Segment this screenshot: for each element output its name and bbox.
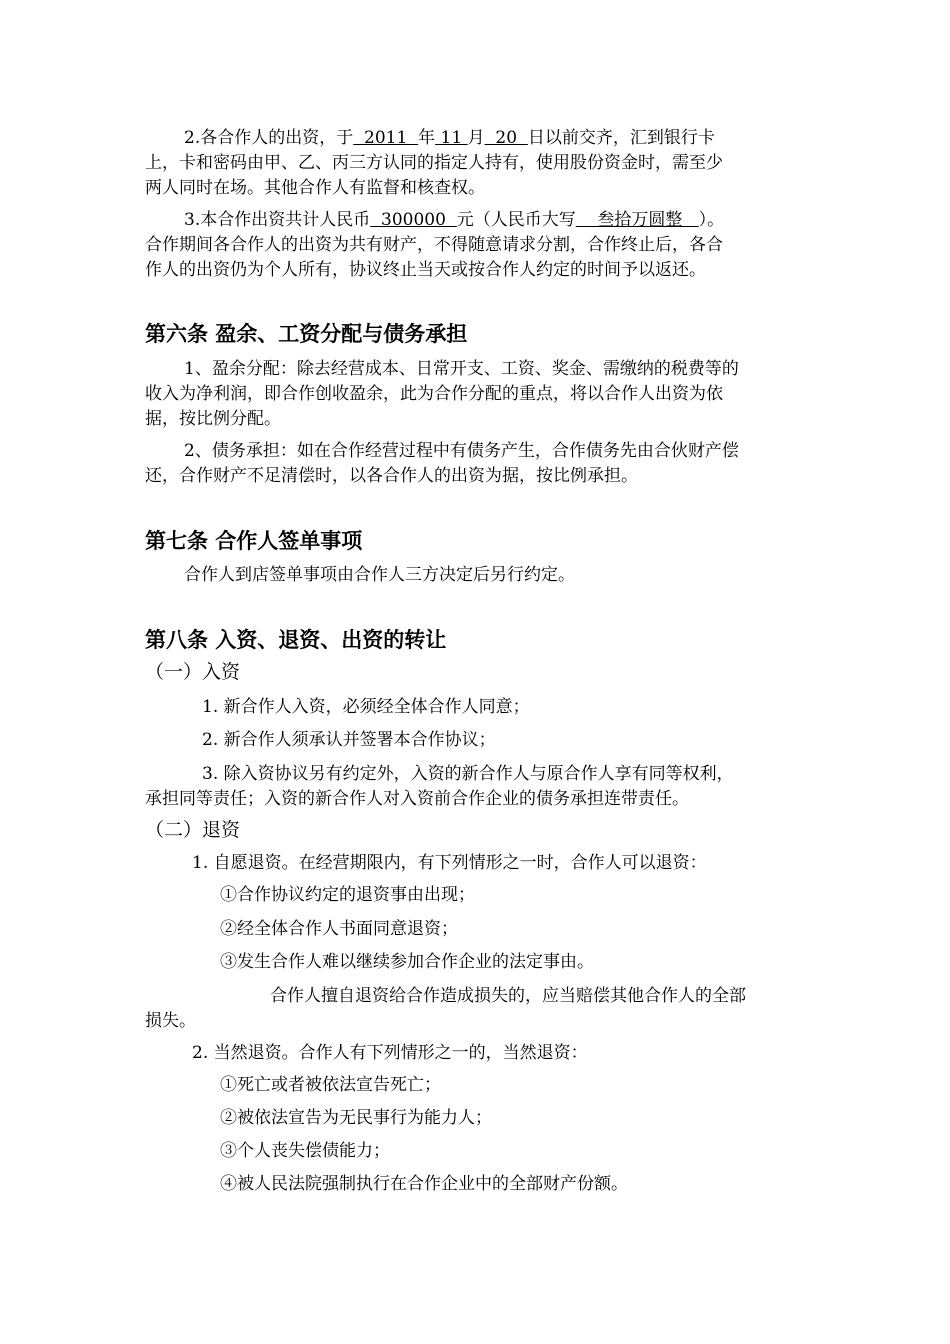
- list-item: ④被人民法院强制执行在合作企业中的全部财产份额。: [220, 1174, 628, 1194]
- list-item: 承担同等责任；入资的新合作人对入资前合作企业的债务承担连带责任。: [145, 789, 689, 809]
- total-capital-line: [184, 208, 724, 232]
- deadline-prefix-text: 2.各合作人的出资，于: [184, 128, 354, 148]
- list-item: ③个人丧失偿债能力；: [220, 1141, 390, 1161]
- clause8-heading: 第八条 入资、退资、出资的转让: [145, 628, 447, 652]
- day-field: 20: [484, 128, 528, 148]
- list-item: 3. 除入资协议另有约定外，入资的新合作人与原合作人享有同等权利，: [202, 764, 734, 784]
- capital-contribution-deadline-line: [184, 126, 715, 150]
- list-item: 2. 当然退资。合作人有下列情形之一的，当然退资：: [192, 1043, 588, 1063]
- list-item: ③发生合作人难以继续参加合作企业的法定事由。: [220, 952, 594, 972]
- capital-suffix-text: ）。: [698, 210, 725, 230]
- list-item: 1. 新合作人入资，必须经全体合作人同意；: [202, 697, 530, 717]
- list-item: ①合作协议约定的退资事由出现；: [220, 885, 475, 905]
- month-unit-text: 月: [467, 128, 485, 148]
- month-field: 11: [435, 128, 468, 148]
- paragraph-line: 据，按比例分配。: [145, 409, 281, 429]
- clause7-heading: 第七条 合作人签单事项: [145, 529, 363, 553]
- list-item: 1. 自愿退资。在经营期限内，有下列情形之一时，合作人可以退资：: [192, 853, 707, 873]
- capital-amount-words-field: 叁拾万圆整: [575, 210, 699, 230]
- paragraph-line: 两人同时在场。其他合作人有监督和核查权。: [145, 178, 485, 198]
- capital-prefix-text: 3.本合作出资共计人民币: [184, 210, 371, 230]
- paragraph-line: 上，卡和密码由甲、乙、丙三方认同的指定人持有，使用股份资金时，需至少: [145, 153, 723, 173]
- list-item: ②被依法宣告为无民事行为能力人；: [220, 1108, 492, 1128]
- section-capital-entry-title: （一）入资: [145, 661, 241, 683]
- section-withdrawal-title: （二）退资: [145, 819, 241, 841]
- paragraph-line: 作人的出资仍为个人所有，协议终止当天或按合作人约定的时间予以返还。: [145, 260, 706, 280]
- paragraph-line: 合作人擅自退资给合作造成损失的，应当赔偿其他合作人的全部: [270, 986, 746, 1006]
- paragraph-line: 2、债务承担：如在合作经营过程中有债务产生，合作债务先由合伙财产偿: [184, 441, 739, 461]
- paragraph-line: 收入为净利润，即合作创收盈余，此为合作分配的重点，将以合作人出资为依: [145, 384, 723, 404]
- list-item: 2. 新合作人须承认并签署本合作协议；: [202, 730, 496, 750]
- paragraph-line: 还，合作财产不足清偿时，以各合作人的出资为据，按比例承担。: [145, 466, 638, 486]
- paragraph-line: 损失。: [145, 1011, 196, 1031]
- list-item: ①死亡或者被依法宣告死亡；: [220, 1075, 441, 1095]
- year-field: 2011: [353, 128, 419, 148]
- clause6-heading: 第六条 盈余、工资分配与债务承担: [145, 322, 468, 346]
- list-item: ②经全体合作人书面同意退资；: [220, 919, 458, 939]
- paragraph-line: 合作期间各合作人的出资为共有财产，不得随意请求分割，合作终止后，各合: [145, 235, 723, 255]
- paragraph-line: 合作人到店签单事项由合作人三方决定后另行约定。: [184, 565, 575, 585]
- capital-mid-text: 元（人民币大写: [456, 210, 576, 230]
- year-unit-text: 年: [418, 128, 436, 148]
- paragraph-line: 1、盈余分配：除去经营成本、日常开支、工资、奖金、需缴纳的税费等的: [184, 359, 739, 379]
- deadline-suffix-text: 日以前交齐，汇到银行卡: [527, 128, 715, 148]
- capital-amount-field: 300000: [370, 210, 457, 230]
